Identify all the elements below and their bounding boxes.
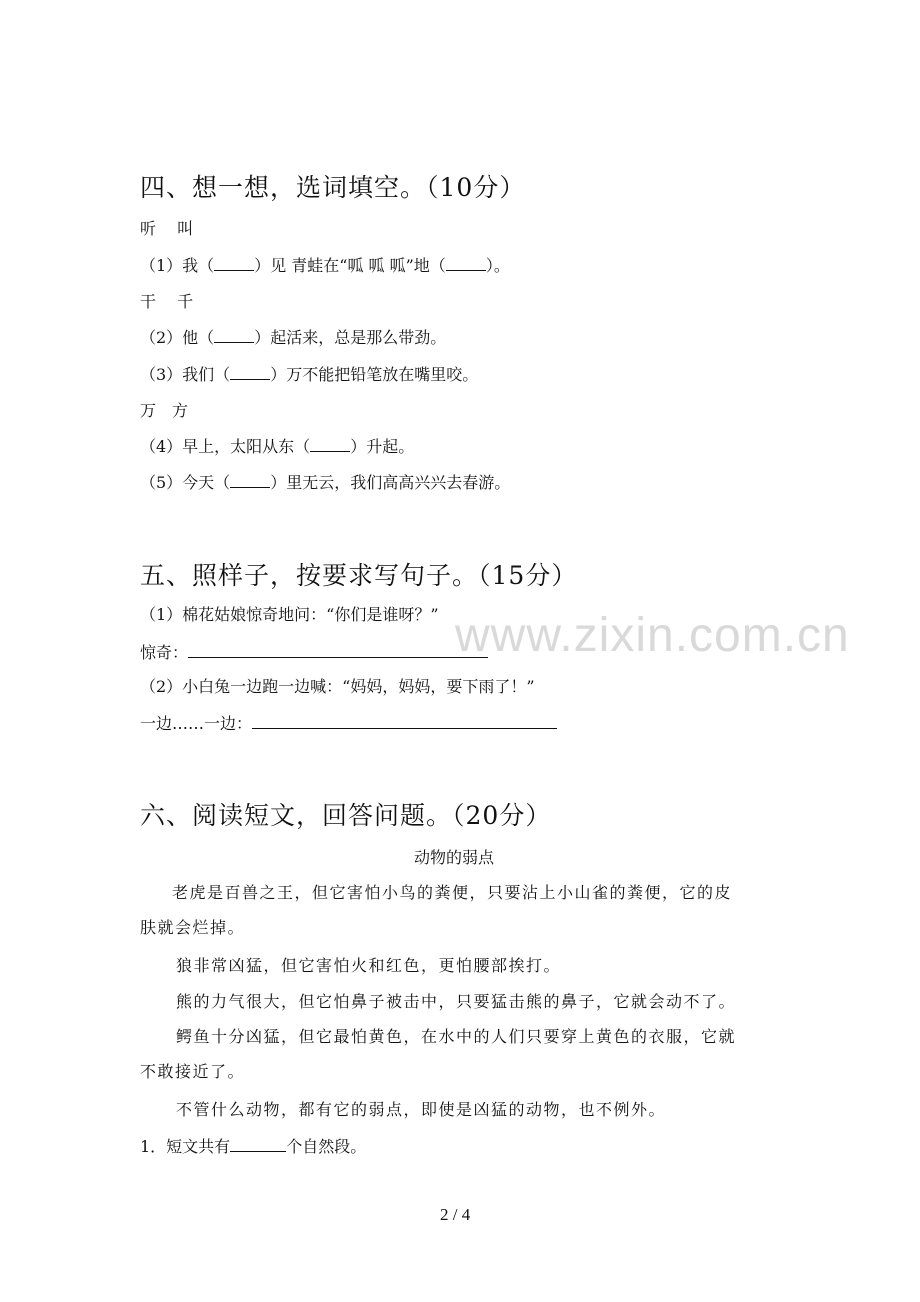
question-5-1: （1）棉花姑娘惊奇地问：“你们是谁呀？” [140,605,439,624]
q-text: 个自然段。 [286,1137,367,1156]
section6-title: 六、阅读短文，回答问题。（20分） [140,801,552,830]
answer-blank[interactable] [230,470,270,488]
section5-title: 五、照样子，按要求写句子。（15分） [140,561,578,590]
passage-paragraph-4: 鳄鱼十分凶猛，但它最怕黄色，在水中的人们只要穿上黄色的衣服，它就 [176,1027,737,1046]
watermark: www.zixin.com.cn [455,609,850,662]
answer-blank[interactable] [188,640,488,658]
question-4-2 [140,325,446,348]
word-group-1: 听 叫 [140,219,194,238]
q-text: 1．短文共有 [140,1137,231,1156]
answer-label: 一边……一边： [140,714,253,733]
answer-blank[interactable] [214,325,254,343]
q-text: ）。 [485,256,510,275]
answer-line-5-2 [140,711,557,734]
question-6-1 [140,1134,366,1157]
q-text: ）见 青蛙在“呱 呱 呱”地（ [254,256,446,275]
q-text: （4）早上，太阳从东（ [140,437,311,456]
question-4-1 [140,253,510,276]
passage-title: 动物的弱点 [414,848,495,867]
q-text: ）起活来，总是那么带劲。 [254,328,447,347]
answer-line-5-1 [140,640,488,663]
q-text: ）万不能把铅笔放在嘴里咬。 [270,365,479,384]
question-4-3 [140,362,478,385]
word-group-3: 万 方 [140,401,189,420]
answer-blank[interactable] [310,434,350,452]
q-text: （5）今天（ [140,473,231,492]
q-text: （3）我们（ [140,365,231,384]
q-text: ）升起。 [350,437,415,456]
answer-blank[interactable] [230,1134,286,1152]
answer-blank[interactable] [252,711,557,729]
answer-blank[interactable] [446,253,486,271]
question-4-5 [140,470,510,493]
passage-paragraph-1: 老虎是百兽之王，但它害怕小鸟的粪便，只要沾上小山雀的粪便，它的皮 [172,883,733,902]
word-group-2: 干 千 [140,292,194,311]
section4-title: 四、想一想，选词填空。（10分） [140,173,526,202]
question-5-2: （2）小白兔一边跑一边喊：“妈妈，妈妈，要下雨了！” [140,677,535,696]
answer-blank[interactable] [214,253,254,271]
passage-paragraph-3: 熊的力气很大，但它怕鼻子被击中，只要猛击熊的鼻子，它就会动不了。 [176,992,737,1011]
passage-paragraph-2: 狼非常凶猛，但它害怕火和红色，更怕腰部挨打。 [176,956,562,975]
q-text: ）里无云，我们高高兴兴去春游。 [270,473,511,492]
passage-paragraph-5: 不管什么动物，都有它的弱点，即使是凶猛的动物，也不例外。 [176,1100,667,1119]
q-text: （2）他（ [140,328,215,347]
answer-label: 惊奇： [140,643,189,662]
passage-paragraph-4-cont: 不敢接近了。 [140,1062,246,1081]
answer-blank[interactable] [230,362,270,380]
q-text: （1）我（ [140,256,215,275]
question-4-4 [140,434,414,457]
page-number: 2 / 4 [440,1205,471,1224]
passage-paragraph-1-cont: 肤就会烂掉。 [140,918,246,937]
